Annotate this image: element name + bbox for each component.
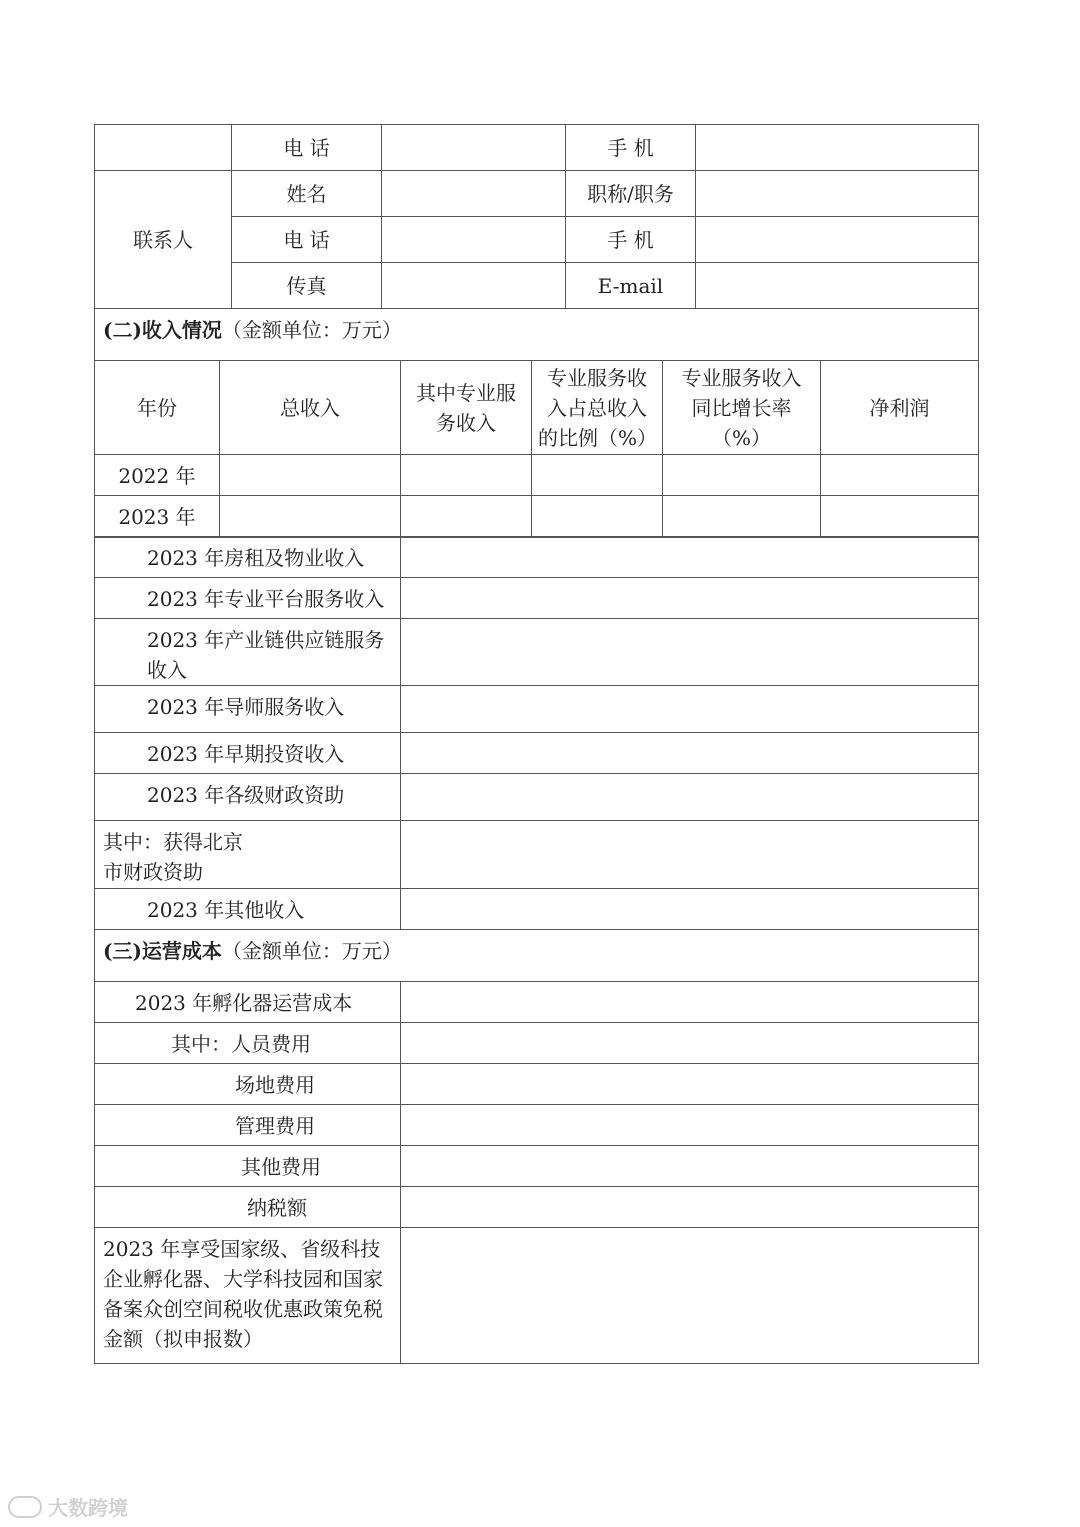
input-cell[interactable] (401, 496, 532, 538)
table-row (95, 821, 979, 889)
input-cell[interactable] (401, 1187, 979, 1228)
item-venue-cost: 场地费用 (95, 1064, 401, 1105)
table-row (95, 686, 979, 733)
mobile2-label: 手 机 (566, 217, 696, 263)
email-value-cell[interactable] (696, 263, 979, 309)
input-cell[interactable] (401, 1064, 979, 1105)
item-rent-income: 2023 年房租及物业收入 (95, 537, 401, 578)
header-service-ratio: 专业服务收入占总收入的比例（%） (532, 361, 663, 455)
table-row (95, 774, 979, 821)
table-row (95, 455, 979, 496)
input-cell[interactable] (401, 733, 979, 774)
year-2022: 2022 年 (95, 455, 220, 496)
input-cell[interactable] (401, 686, 979, 733)
item-mentor-income: 2023 年导师服务收入 (95, 686, 401, 733)
phone2-label: 电 话 (232, 217, 382, 263)
phone-label: 电 话 (232, 125, 382, 171)
fax-value-cell[interactable] (382, 263, 566, 309)
input-cell[interactable] (401, 889, 979, 930)
year-2023: 2023 年 (95, 496, 220, 538)
empty-cell (95, 125, 232, 171)
item-platform-service-income: 2023 年专业平台服务收入 (95, 578, 401, 619)
input-cell[interactable] (401, 455, 532, 496)
input-cell[interactable] (220, 496, 401, 538)
header-yoy-growth: 专业服务收入同比增长率（%） (663, 361, 821, 455)
item-other-cost: 其他费用 (95, 1146, 401, 1187)
watermark-text: 大数跨境 (48, 1496, 128, 1520)
input-cell[interactable] (401, 774, 979, 821)
table-row (95, 1023, 979, 1064)
table-row (95, 125, 979, 171)
income-header-row (95, 361, 979, 455)
header-total-income: 总收入 (220, 361, 401, 455)
table-row (95, 619, 979, 686)
input-cell[interactable] (401, 1228, 979, 1364)
input-cell[interactable] (220, 455, 401, 496)
item-tax-exemption: 2023 年享受国家级、省级科技企业孵化器、大学科技园和国家备案众创空间税收优惠政策免税金额（拟申报数） (95, 1228, 401, 1364)
fax-label: 传真 (232, 263, 382, 309)
name-label: 姓名 (232, 171, 382, 217)
contact-person-label: 联系人 (95, 171, 232, 309)
income-section-unit: （金额单位：万元） (221, 318, 402, 342)
item-beijing-subsidy: 其中：获得北京市财政资助 (95, 821, 401, 889)
income-table (94, 360, 979, 538)
input-cell[interactable] (401, 821, 979, 889)
header-net-profit: 净利润 (821, 361, 979, 455)
item-personnel-cost: 其中：人员费用 (95, 1023, 401, 1064)
table-row (95, 578, 979, 619)
mobile-value-cell[interactable] (696, 125, 979, 171)
table-row (95, 1105, 979, 1146)
income-section-title (95, 309, 979, 361)
header-professional-service-income: 其中专业服务收入 (401, 361, 532, 455)
watermark-logo-icon (8, 1496, 42, 1518)
mobile-label: 手 机 (566, 125, 696, 171)
income-items-table (94, 536, 979, 1364)
input-cell[interactable] (401, 619, 979, 686)
header-year: 年份 (95, 361, 220, 455)
table-row (95, 496, 979, 538)
item-operating-cost: 2023 年孵化器运营成本 (95, 982, 401, 1023)
item-investment-income: 2023 年早期投资收入 (95, 733, 401, 774)
input-cell[interactable] (532, 455, 663, 496)
item-fiscal-subsidy: 2023 年各级财政资助 (95, 774, 401, 821)
cost-section-title (95, 930, 979, 982)
input-cell[interactable] (401, 578, 979, 619)
input-cell[interactable] (401, 1146, 979, 1187)
title-value-cell[interactable] (696, 171, 979, 217)
input-cell[interactable] (821, 455, 979, 496)
input-cell[interactable] (401, 1105, 979, 1146)
table-row (95, 733, 979, 774)
name-value-cell[interactable] (382, 171, 566, 217)
input-cell[interactable] (821, 496, 979, 538)
item-supply-chain-income: 2023 年产业链供应链服务收入 (95, 619, 401, 686)
contact-table (94, 124, 979, 361)
cost-section-unit: （金额单位：万元） (221, 939, 402, 963)
table-row (95, 1187, 979, 1228)
phone-value-cell[interactable] (382, 125, 566, 171)
income-section-title-text: (二)收入情况 (103, 318, 222, 342)
cost-section-title-text: (三)运营成本 (103, 939, 222, 963)
input-cell[interactable] (401, 537, 979, 578)
input-cell[interactable] (663, 455, 821, 496)
table-row (95, 930, 979, 982)
table-row (95, 1064, 979, 1105)
watermark (8, 1492, 128, 1521)
input-cell[interactable] (532, 496, 663, 538)
table-row (95, 982, 979, 1023)
title-label: 职称/职务 (566, 171, 696, 217)
mobile2-value-cell[interactable] (696, 217, 979, 263)
table-row (95, 171, 979, 217)
input-cell[interactable] (401, 982, 979, 1023)
table-row (95, 309, 979, 361)
item-other-income: 2023 年其他收入 (95, 889, 401, 930)
phone2-value-cell[interactable] (382, 217, 566, 263)
table-row (95, 537, 979, 578)
table-row (95, 1228, 979, 1364)
input-cell[interactable] (663, 496, 821, 538)
item-tax: 纳税额 (95, 1187, 401, 1228)
input-cell[interactable] (401, 1023, 979, 1064)
table-row (95, 889, 979, 930)
email-label: E-mail (566, 263, 696, 309)
item-management-cost: 管理费用 (95, 1105, 401, 1146)
table-row (95, 1146, 979, 1187)
